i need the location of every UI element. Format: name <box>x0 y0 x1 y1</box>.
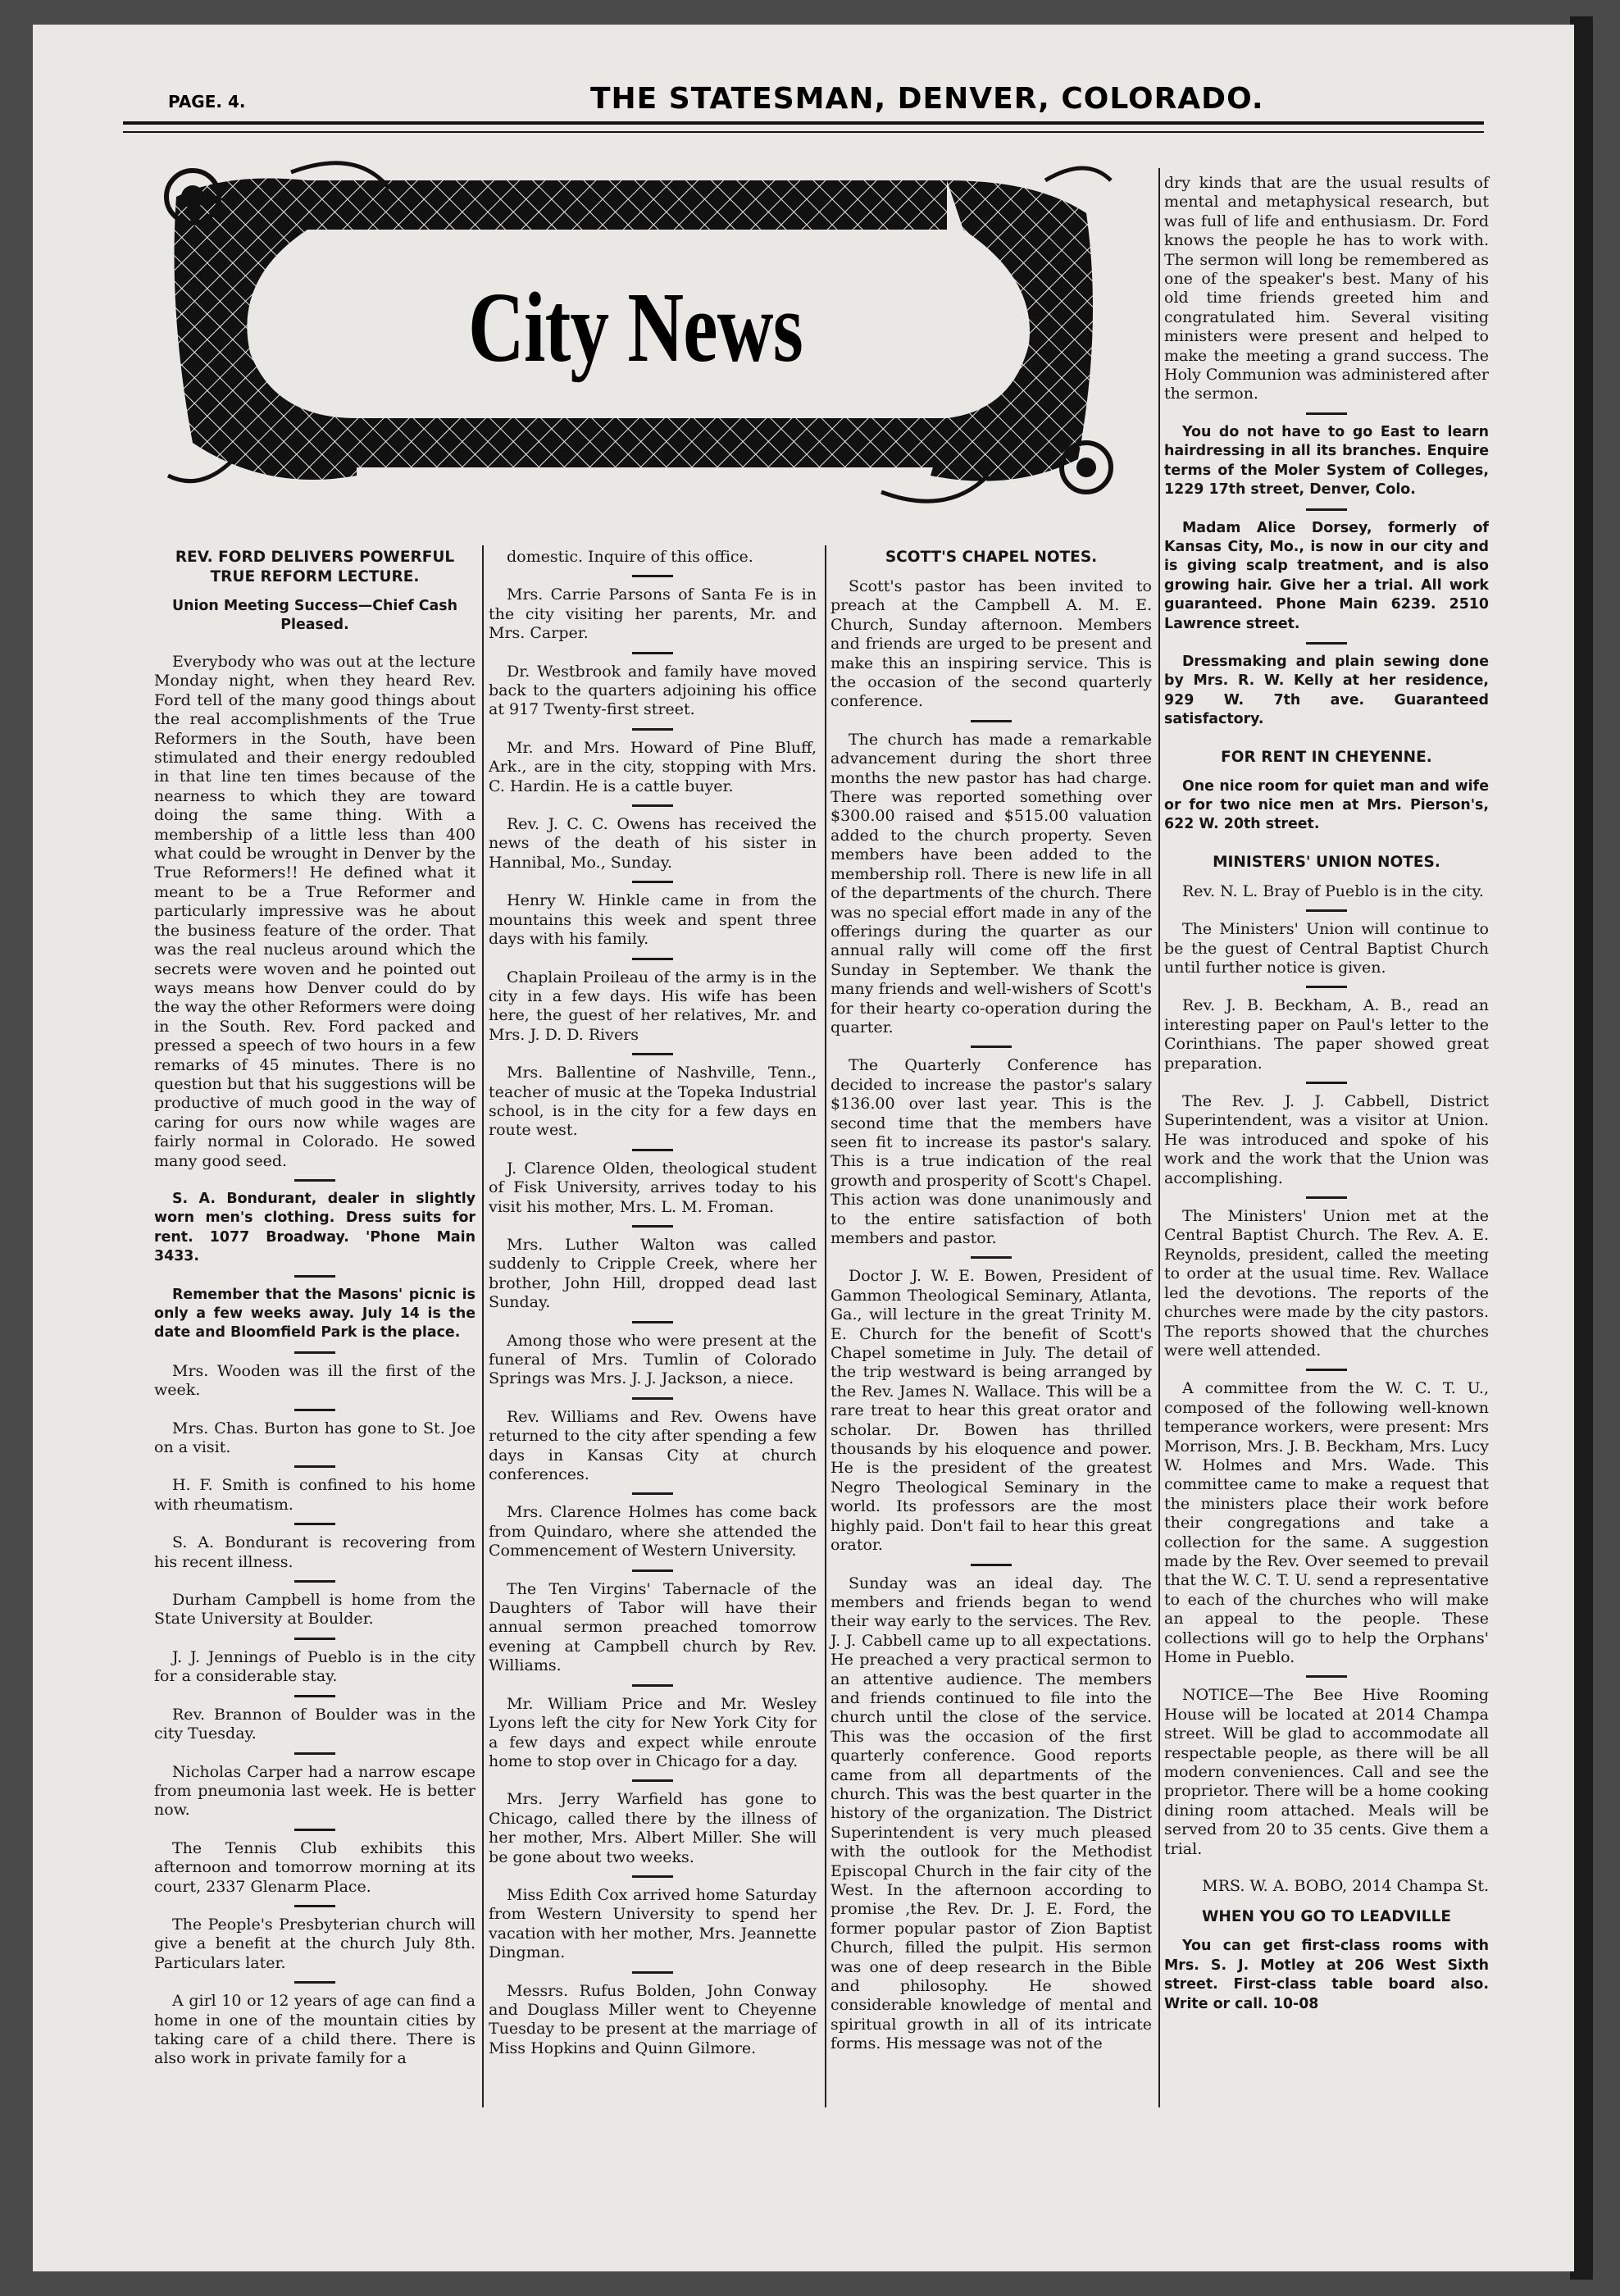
item-separator <box>1306 1082 1347 1084</box>
headline: WHEN YOU GO TO LEADVILLE <box>1201 1908 1452 1926</box>
news-item: Mrs. Wooden was ill the first of the week. <box>154 1361 476 1400</box>
column-2 <box>489 548 817 2076</box>
news-item: Durham Campbell is home from the State University at Boulder. <box>154 1591 476 1629</box>
news-item: Rev. Brannon of Boulder was in the city Tuesday. <box>154 1705 476 1743</box>
item-separator <box>632 1397 673 1400</box>
news-item: The Rev. J. J. Cabbell, District Superintendent, was a visitor at Union. He was introduced and spoke of his work and the work that the Union was accomplishing. <box>1164 1092 1489 1187</box>
advertisement: You can get first-class rooms with Mrs. S. J. Motley at 206 West Sixth street. First-class table board also. Write or call. 10-08 <box>1164 1938 1489 2012</box>
news-item: NOTICE—The Bee Hive Rooming House will be located at 2014 Champa street. Will be glad to accommodate all respectable people, as there will be all modern conveniences. Call and see the proprietor. There will be a home cooking dining room attached. Meals will be served from 20 to 35 cents. Give them a trial. <box>1164 1686 1489 1858</box>
news-item: Mrs. Clarence Holmes has come back from Quindaro, where she attended the Commencement of Western University. <box>489 1503 817 1560</box>
item-separator <box>1306 1675 1347 1678</box>
news-item: Among those who were present at the funeral of Mrs. Tumlin of Colorado Springs was Mrs. J. J. Jackson, a niece. <box>489 1331 817 1388</box>
item-separator <box>632 1971 673 1974</box>
news-item: The Quarterly Conference has decided to increase the pastor's salary $136.00 over last year. This is the second time that the members have seen fit to increase its pastor's salary. This is a true indication of the real growth and prosperity of Scott's Chapel. This action was done unanimously and to the entire satisfaction of both members and pastor. <box>830 1056 1152 1247</box>
column-3 <box>830 548 1152 2072</box>
news-item: J. Clarence Olden, theological student of Fisk University, arrives today to his visit his mother, Mrs. L. M. Froman. <box>489 1159 817 1216</box>
advertisement: Dressmaking and plain sewing done by Mrs. R. W. Kelly at her residence, 929 W. 7th ave. Guaranteed satisfactory. <box>1164 653 1489 728</box>
news-item: S. A. Bondurant is recovering from his recent illness. <box>154 1533 476 1571</box>
news-item: Nicholas Carper had a narrow escape from pneumonia last week. He is better now. <box>154 1762 476 1820</box>
masthead <box>123 66 1484 115</box>
item-separator <box>294 1465 335 1468</box>
news-item: Rev. N. L. Bray of Pueblo is in the city. <box>1182 882 1484 900</box>
item-separator <box>294 1695 335 1697</box>
item-separator <box>632 1053 673 1055</box>
news-item: dry kinds that are the usual results of mental and metaphysical research, but was full of life and enthusiasm. Dr. Ford knows the people he has to work with. The sermon will long be remembered as one of the speaker's best. Many of his old time friends greeted him and congratulated him. Several visiting ministers were present and helped to make the meeting a grand success. The Holy Communion was administered after the sermon. <box>1164 174 1489 403</box>
advertisement: S. A. Bondurant, dealer in slightly worn men's clothing. Dress suits for rent. 1077 Broadway. 'Phone Main 3433. <box>154 1190 476 1265</box>
item-separator <box>632 1492 673 1495</box>
column-1 <box>154 548 476 2087</box>
item-separator <box>632 1875 673 1878</box>
news-item: Miss Edith Cox arrived home Saturday from Western University to spend her vacation with her mother, Mrs. Jeannette Dingman. <box>489 1885 817 1962</box>
subheadline: Union Meeting Success—Chief Cash Pleased. <box>171 598 458 633</box>
news-item: Dr. Westbrook and family have moved back to the quarters adjoining his office at 917 Twenty-first street. <box>489 662 817 719</box>
news-item: Scott's pastor has been invited to preach at the Campbell A. M. E. Church, Sunday afternoon. Members and friends are urged to be present and make this an inspiring service. This is the occasion of the second quarterly conference. <box>830 577 1152 711</box>
news-item: Mrs. Jerry Warfield has gone to Chicago, called there by the illness of her mother, Mrs. Albert Miller. She will be gone about two weeks. <box>489 1790 817 1866</box>
item-separator <box>294 1351 335 1354</box>
headline: SCOTT'S CHAPEL NOTES. <box>885 549 1098 566</box>
news-item: Rev. J. B. Beckham, A. B., read an interesting paper on Paul's letter to the Corinthians. The paper showed great preparation. <box>1164 996 1489 1073</box>
headline: FOR RENT IN CHEYENNE. <box>1221 748 1432 766</box>
item-separator <box>294 1409 335 1411</box>
item-separator <box>294 1179 335 1182</box>
item-separator <box>632 1569 673 1572</box>
item-separator <box>632 652 673 654</box>
news-item: Mrs. Carrie Parsons of Santa Fe is in the city visiting her parents, Mr. and Mrs. Carper. <box>489 585 817 643</box>
item-separator <box>294 1905 335 1907</box>
item-separator <box>1306 909 1347 912</box>
news-item: The Ministers' Union met at the Central Baptist Church. The Rev. A. E. Reynolds, president, called the meeting to order at the usual time. Rev. Wallace led the devotions. The reports of the churches were made by the city pastors. The reports showed that the churches were well attended. <box>1164 1207 1489 1360</box>
item-separator <box>632 1684 673 1687</box>
item-separator <box>294 1752 335 1755</box>
item-separator <box>971 1564 1012 1566</box>
news-item: J. J. Jennings of Pueblo is in the city for a considerable stay. <box>154 1647 476 1686</box>
city-news-banner <box>143 148 1127 525</box>
column-rule-2 <box>825 545 826 2107</box>
advertisement: One nice room for quiet man and wife or for two nice men at Mrs. Pierson's, 622 W. 20th street. <box>1164 777 1489 833</box>
news-item: The Ministers' Union will continue to be the guest of Central Baptist Church until further notice is given. <box>1164 920 1489 977</box>
item-separator <box>294 1580 335 1583</box>
item-separator <box>971 1256 1012 1259</box>
news-item: Mrs. Chas. Burton has gone to St. Joe on a visit. <box>154 1419 476 1457</box>
advertisement: You do not have to go East to learn hairdressing in all its branches. Enquire terms of the Moler System of Colleges, 1229 17th street, Denver, Colo. <box>1164 423 1489 499</box>
news-item: The People's Presbyterian church will give a benefit at the church July 8th. Particulars later. <box>154 1915 476 1972</box>
page-number: PAGE. 4. <box>168 92 246 112</box>
item-separator <box>1306 508 1347 511</box>
item-separator <box>971 720 1012 722</box>
column-4 <box>1164 174 1489 2032</box>
item-separator <box>1306 1369 1347 1371</box>
item-separator <box>971 1046 1012 1048</box>
news-item: Rev. J. C. C. Owens has received the news of the death of his sister in Hannibal, Mo., Sunday. <box>489 815 817 872</box>
headline: REV. FORD DELIVERS POWERFUL TRUE REFORM LECTURE. <box>175 549 455 585</box>
item-separator <box>632 1149 673 1151</box>
item-separator <box>632 804 673 807</box>
masthead-rule-thin <box>123 131 1484 133</box>
advertisement: Madam Alice Dorsey, formerly of Kansas City, Mo., is now in our city and is giving scalp treatment, and is also growing hair. Give her a trial. All work guaranteed. Phone Main 6239. 2510 Lawrence street. <box>1164 519 1489 632</box>
news-item: A committee from the W. C. T. U., composed of the following well-known temperance workers, were present: Mrs Morrison, Mrs. J. B. Beckham, Mrs. Lucy W. Holmes and Mrs. Wade. This committee came to make a request that the ministers place their work before their congregations and take a collection for the same. A suggestion made by the Rev. Over seemed to prevail that the W. C. T. U. send a representative to each of the churches who will make an appeal to the people. These collections will go to help the Orphans' Home in Pueblo. <box>1164 1379 1489 1666</box>
news-item: Sunday was an ideal day. The members and friends began to wend their way early to the services. The Rev. J. J. Cabbell came up to all expectations. He preached a very practical sermon to an attentive audience. The members and friends continued to file into the church until the close of the service. This was the occasion of the first quarterly conference. Good reports came from all departments of the church. This was the best quarter in the history of the organization. The District Superintendent is very much pleased with the outlook for the Methodist Episcopal Church in the fair city of the West. In the afternoon according to promise ,the Rev. Dr. J. E. Ford, the former popular pastor of Zion Baptist Church, filled the pulpit. His sermon was one of deep research in the Bible and philosophy. He showed considerable knowledge of mental and spiritual growth in all of its intricate forms. His message was not of the <box>830 1574 1152 2053</box>
news-item: Mr. William Price and Mr. Wesley Lyons left the city for New York City for a few days and expect while enroute home to stop over in Chicago for a day. <box>489 1694 817 1770</box>
item-separator <box>1306 412 1347 415</box>
news-item: Messrs. Rufus Bolden, John Conway and Douglass Miller went to Cheyenne Tuesday to be present at the marriage of Miss Hopkins and Quinn Gilmore. <box>489 1981 817 2057</box>
item-separator <box>294 1829 335 1831</box>
item-separator <box>294 1523 335 1525</box>
item-separator <box>632 728 673 731</box>
item-separator <box>1306 642 1347 645</box>
news-item: Chaplain Proileau of the army is in the city in a few days. His wife has been here, the guest of her relatives, Mr. and Mrs. J. D. D. Rivers <box>489 968 817 1044</box>
news-item: Mrs. Ballentine of Nashville, Tenn., teacher of music at the Topeka Industrial school, is in the city for a few days en route west. <box>489 1064 817 1140</box>
news-item: Doctor J. W. E. Bowen, President of Gammon Theological Seminary, Atlanta, Ga., will lecture in the great Trinity M. E. Church for the benefit of Scott's Chapel sometime in July. The detail of the trip westward is being arranged by the Rev. James N. Wallace. This will be a rare treat to hear this great orator and scholar. Dr. Bowen has thrilled thousands by his eloquence and power. He is the president of the greatest Negro Theological Seminary in the world. Its professors are the most highly paid. Don't fail to hear this great orator. <box>830 1267 1152 1555</box>
section-title: City News <box>468 272 803 383</box>
advertisement: Remember that the Masons' picnic is only a few weeks away. July 14 is the date and Bloomfield Park is the place. <box>154 1286 476 1342</box>
item-separator <box>294 1981 335 1984</box>
item-separator <box>632 1321 673 1323</box>
item-separator <box>1306 1196 1347 1199</box>
newspaper-title: THE STATESMAN, DENVER, COLORADO. <box>590 82 1264 116</box>
news-item: A girl 10 or 12 years of age can find a home in one of the mountain cities by taking care of a child there. There is also work in private family for a <box>154 1992 476 2068</box>
signature: MRS. W. A. BOBO, 2014 Champa St. <box>1202 1877 1489 1896</box>
column-rule-1 <box>482 545 484 2107</box>
item-separator <box>632 958 673 960</box>
item-separator <box>632 881 673 883</box>
news-item: Rev. Williams and Rev. Owens have returned to the city after spending a few days in Kansas City at church conferences. <box>489 1407 817 1484</box>
item-separator <box>294 1275 335 1278</box>
column-rule-3 <box>1158 168 1160 2107</box>
item-separator <box>632 575 673 577</box>
item-separator <box>1306 986 1347 988</box>
news-item: H. F. Smith is confined to his home with rheumatism. <box>154 1476 476 1514</box>
item-separator <box>294 1638 335 1640</box>
news-item: The Tennis Club exhibits this afternoon and tomorrow morning at its court, 2337 Glenarm Place. <box>154 1838 476 1896</box>
news-item: Mr. and Mrs. Howard of Pine Bluff, Ark., are in the city, stopping with Mrs. C. Hardin. He is a cattle buyer. <box>489 738 817 795</box>
news-item: Mrs. Luther Walton was called suddenly to Cripple Creek, where her brother, John Hill, dropped dead last Sunday. <box>489 1235 817 1312</box>
news-item: Henry W. Hinkle came in from the mountains this week and spent three days with his family. <box>489 891 817 949</box>
headline: MINISTERS' UNION NOTES. <box>1213 853 1440 871</box>
masthead-rule <box>123 121 1484 125</box>
item-separator <box>632 1225 673 1228</box>
news-item: The church has made a remarkable advancement during the short three months the new pastor has had charge. There was reported something over $300.00 raised and $515.00 valuation added to the church property. Seven members have been added to the membership roll. There is new life in all of the departments of the church. There was no special effort made in any of the offerings during the quarter as our annual rally will come off the first Sunday in September. We thank the many friends and well-wishers of Scott's for their hearty co-operation during the quarter. <box>830 730 1152 1036</box>
news-item: The Ten Virgins' Tabernacle of the Daughters of Tabor will have their annual sermon preached tomorrow evening at Campbell church by Rev. Williams. <box>489 1579 817 1675</box>
item-separator <box>632 1779 673 1782</box>
news-item: Everybody who was out at the lecture Monday night, when they heard Rev. Ford tell of the many good things about the real accomplishments of the True Reformers in the South, have been stimulated and their energy redoubled in that line ten times because of the nearness to which they are toward doing the same thing. With a membership of a little less than 400 what could be wrought in Denver by the True Reformers!! He defined what it meant to be a True Reformer and particularly impressive was he about the business feature of the order. That was the real nucleus around which the secrets were woven and he pointed out ways means how Denver could do by the way the other Reformers were doing in the South. Rev. Ford packed and pressed a speech of two hours in a few remarks of 45 minutes. There is no question but that his suggestions will be productive of much good in the way of caring for ours now while wages are fairly normal in Colorado. He sowed many good seed. <box>154 653 476 1170</box>
news-item: domestic. Inquire of this office. <box>507 548 753 566</box>
